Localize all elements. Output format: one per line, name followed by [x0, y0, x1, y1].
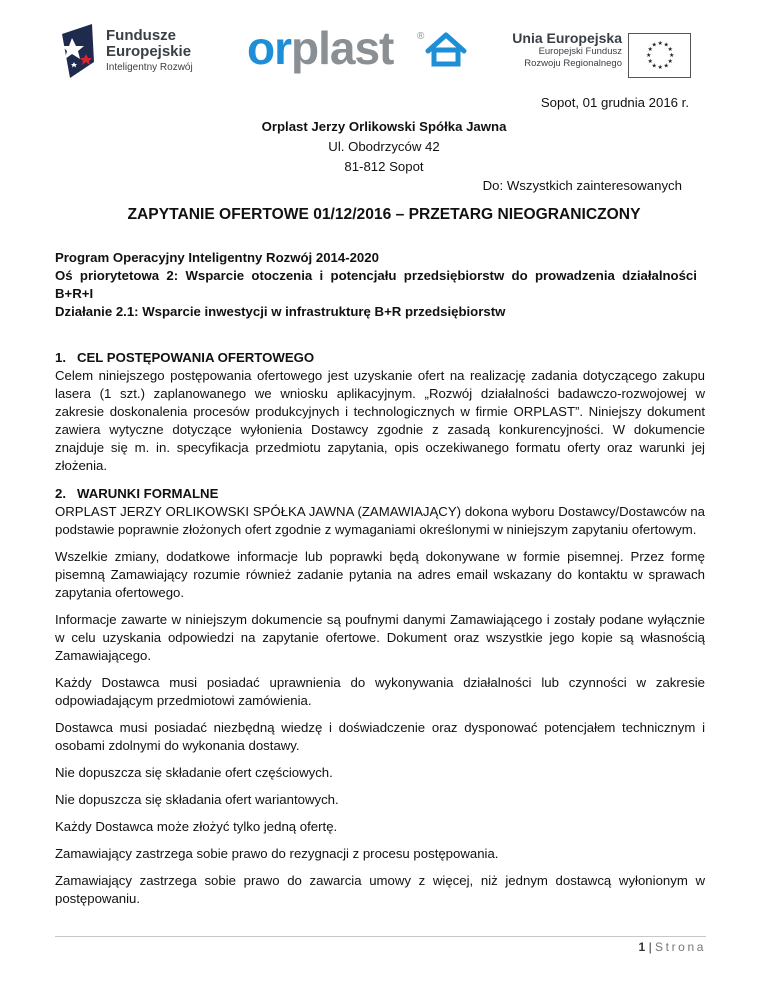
section-2-paragraph: ORPLAST JERZY ORLIKOWSKI SPÓŁKA JAWNA (ZAMAWIAJĄCY) dokona wyboru Dostawcy/Dostawców na podstawie poprawnie złożonych ofert zgodnie z wymaganiami określonymi w niniejszym zapytaniu ofertowym.: [55, 504, 705, 537]
program-name: Program Operacyjny Inteligentny Rozwój 2014-2020: [55, 250, 379, 265]
page-number: 1: [638, 940, 646, 954]
unia-europejska-logo: [498, 28, 698, 84]
section-1-heading: 1. CEL POSTĘPOWANIA OFERTOWEGO: [55, 350, 315, 365]
page-footer: [639, 940, 706, 954]
letter-date: Sopot, 01 grudnia 2016 r.: [540, 95, 689, 110]
svg-text:★: ★: [657, 65, 663, 71]
svg-text:★: ★: [646, 53, 652, 59]
section-2-paragraph: Nie dopuszcza się składania ofert wariantowych.: [55, 792, 339, 807]
fe-name-line2: Europejskie: [106, 43, 192, 60]
fundusze-star-mark-icon: [62, 24, 100, 78]
section-2-heading: 2. WARUNKI FORMALNE: [55, 486, 219, 501]
svg-text:★: ★: [663, 42, 669, 49]
svg-text:★: ★: [669, 53, 675, 59]
ue-title: Unia Europejska: [512, 30, 622, 46]
section-2: [55, 485, 705, 908]
svg-text:★: ★: [667, 47, 673, 53]
program-measure: Działanie 2.1: Wsparcie inwestycji w infrastrukturę B+R przedsiębiorstw: [55, 304, 506, 319]
svg-text:★: ★: [663, 63, 669, 70]
orplast-registered-mark: ®: [417, 31, 425, 42]
svg-text:★: ★: [667, 59, 673, 65]
fe-subtitle: Inteligentny Rozwój: [106, 62, 193, 73]
house-icon: [428, 35, 464, 64]
sender-street: Ul. Obodrzyców 42: [328, 139, 440, 154]
svg-text:★: ★: [651, 63, 657, 70]
svg-text:★: ★: [647, 59, 653, 65]
footer-divider: [55, 936, 706, 937]
ue-subtitle-line2: Rozwoju Regionalnego: [524, 58, 622, 69]
priority-axis-cont: B+R+I: [55, 286, 94, 301]
section-1: [55, 349, 705, 475]
fundusze-europejskie-logo: [62, 22, 212, 82]
section-2-paragraph: Każdy Dostawca może złożyć tylko jedną ofertę.: [55, 819, 338, 834]
section-2-paragraph: Każdy Dostawca musi posiadać uprawnienia do wykonywania działalności lub czynności w zakresie odpowiadającym przedmiotowi zamówienia.: [55, 675, 705, 708]
section-2-paragraph: Informacje zawarte w niniejszym dokumencie są poufnymi danymi Zamawiającego i zostały podane wyłącznie w celu uzyskania odpowiedzi na zapytanie ofertowe. Dokument oraz wszystkie jego kopie są własnością Zamawiającego.: [55, 612, 705, 663]
section-2-paragraph: Zamawiający zastrzega sobie prawo do zawarcia umowy z więcej, niż jednym dostawcą wyłonionym w postępowaniu.: [55, 873, 705, 906]
eu-flag-icon: [628, 33, 691, 78]
page-separator: |: [645, 940, 656, 954]
letter-recipient: Do: Wszystkich zainteresowanych: [482, 178, 682, 193]
svg-text:★: ★: [647, 47, 653, 53]
sender-city: 81-812 Sopot: [344, 159, 424, 174]
section-2-paragraph: Zamawiający zastrzega sobie prawo do rezygnacji z procesu postępowania.: [55, 846, 499, 861]
svg-text:★: ★: [651, 42, 657, 49]
document-title: ZAPYTANIE OFERTOWE 01/12/2016 – PRZETARG NIEOGRANICZONY: [127, 206, 641, 223]
logo-bar: [0, 0, 768, 92]
ue-subtitle-line1: Europejski Fundusz: [538, 46, 622, 57]
orplast-logo: [245, 25, 475, 75]
priority-axis: Oś priorytetowa 2: Wsparcie otoczenia i potencjału przedsiębiorstw do prowadzenia działalności: [55, 268, 697, 283]
page-label: Strona: [655, 940, 706, 954]
section-2-paragraph: Nie dopuszcza się składanie ofert częściowych.: [55, 765, 333, 780]
section-2-paragraph: Dostawca musi posiadać niezbędną wiedzę i doświadczenie oraz dysponować potencjałem technicznym i osobami zdolnymi do wykonania dostawy.: [55, 720, 705, 753]
orplast-wordmark: orplast: [247, 25, 394, 74]
svg-text:★: ★: [657, 41, 663, 47]
fe-name-line1: Fundusze: [106, 27, 176, 44]
section-2-paragraph: Wszelkie zmiany, dodatkowe informacje lub poprawki będą dokonywane w formie pisemnej. Przez formę pisemną Zamawiający rozumie również zadanie pytania na adres email wskazany do kontaktu w sprawach zapytania ofertowego.: [55, 549, 705, 600]
sender-company: Orplast Jerzy Orlikowski Spółka Jawna: [261, 119, 507, 134]
section-1-paragraph: Celem niniejszego postępowania ofertowego jest uzyskanie ofert na realizację zadania dotyczącego zakupu lasera (1 szt.) zaplanowanego we wniosku aplikacyjnym. „Rozwój działalności badawczo-rozwojowej w zakresie doskonalenia procesów produkcyjnych i technologicznych w firmie ORPLAST”. Niniejszy dokument zawiera wytyczne dotyczące wyłonienia Dostawcy zgodnie z zasadą konkurencyjności. W dokumencie znajduje się m. in. specyfikacja przedmiotu zapytania, opis oczekiwanego formatu oferty oraz warunki jej złożenia.: [55, 368, 705, 473]
program-block: [55, 249, 705, 321]
